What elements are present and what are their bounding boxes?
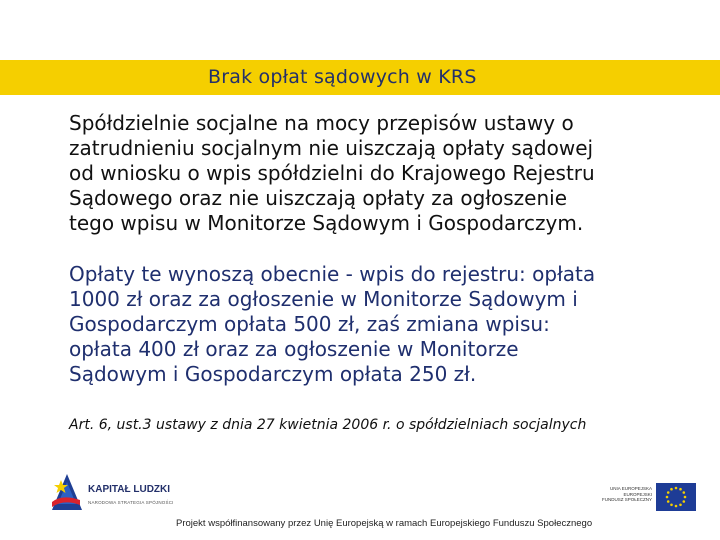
- eu-logo-line-1: UNIA EUROPEJSKA: [609, 486, 652, 491]
- cofinancing-footer: Projekt współfinansowany przez Unię Europejską w ramach Europejskiego Funduszu Społecznego: [176, 518, 593, 529]
- kapital-ludzki-emblem-icon: [50, 472, 84, 512]
- kapital-ludzki-subtitle: NARODOWA STRATEGIA SPÓJNOŚCI: [88, 500, 174, 505]
- eu-logo: [590, 483, 698, 513]
- legal-citation: Art. 6, ust.3 ustawy z dnia 27 kwietnia 2006 r. o spółdzielniach socjalnych: [69, 417, 587, 433]
- kapital-ludzki-name: KAPITAŁ LUDZKI: [88, 484, 171, 495]
- paragraph-court-fees-exemption: Spółdzielnie socjalne na mocy przepisów ustawy o zatrudnieniu socjalnym nie uiszczają opłaty sądowej od wniosku o wpis spółdzielni do Krajowego Rejestru Sądowego oraz nie uiszczają opłaty za ogłoszenie tego wpisu w Monitorze Sądowym i Gospodarczym.: [69, 111, 595, 235]
- paragraph-current-fees: Opłaty te wynoszą obecnie - wpis do rejestru: opłata 1000 zł oraz za ogłoszenie w Monitorze Sądowym i Gospodarczym opłata 500 zł, zaś zmiana wpisu: opłata 400 zł oraz za ogłoszenie w Monitorze Sądowym i Gospodarczym opłata 250 zł.: [69, 262, 596, 386]
- eu-flag-icon: [656, 483, 696, 511]
- kapital-ludzki-logo: [50, 472, 190, 516]
- slide-title: Brak opłat sądowych w KRS: [208, 66, 477, 88]
- eu-logo-line-2: EUROPEJSKI: [623, 491, 652, 497]
- eu-logo-text: [590, 486, 652, 503]
- eu-logo-line-3: FUNDUSZ SPOŁECZNY: [601, 497, 652, 502]
